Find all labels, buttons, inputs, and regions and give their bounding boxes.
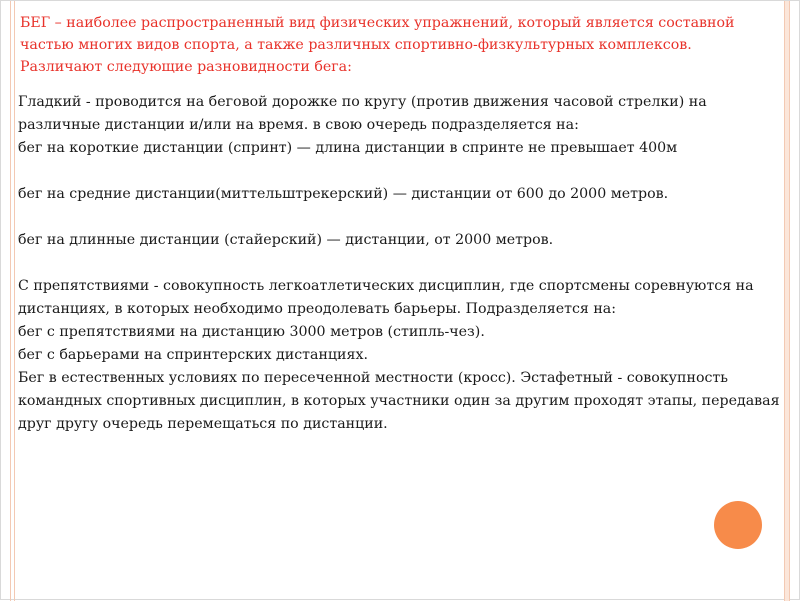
paragraph-sprint: бег на короткие дистанции (спринт) — длина дистанции в спринте не превышает 400м <box>18 140 678 156</box>
right-border-line-outer <box>789 1 790 601</box>
left-border-line <box>10 1 11 601</box>
intro-paragraph: БЕГ – наиболее распространенный вид физических упражнений, который является составной частью многих видов спорта, а также различных спортивно-физкультурных комплексов. Различают следующие разновидности бега: <box>20 15 735 75</box>
body-text <box>18 91 788 436</box>
left-border-line-inner <box>14 1 15 601</box>
paragraph-steeplechase: бег с препятствиями на дистанцию 3000 метров (стипль-чез). <box>18 324 485 340</box>
paragraph-long-distance: бег на длинные дистанции (стайерский) — дистанции, от 2000 метров. <box>18 232 554 248</box>
decorative-orange-circle <box>714 501 762 549</box>
paragraph-smooth-running: Гладкий - проводится на беговой дорожке по кругу (против движения часовой стрелки) на различные дистанции и/или на время. в свою очередь подразделяется на: <box>18 94 707 133</box>
paragraph-middle-distance: бег на средние дистанции(миттельштрекерский) — дистанции от 600 до 2000 метров. <box>18 186 669 202</box>
paragraph-obstacles: С препятствиями - совокупность легкоатлетических дисциплин, где спортсмены соревнуются на дистанциях, в которых необходимо преодолевать барьеры. Подразделяется на: <box>18 278 754 317</box>
paragraph-cross-relay: Бег в естественных условиях по пересеченной местности (кросс). Эстафетный - совокупность командных спортивных дисциплин, в которых участники один за другим проходят этапы, передавая друг другу очередь перемещаться по дистанции. <box>18 370 780 432</box>
paragraph-hurdles: бег с барьерами на спринтерских дистанциях. <box>18 347 368 363</box>
